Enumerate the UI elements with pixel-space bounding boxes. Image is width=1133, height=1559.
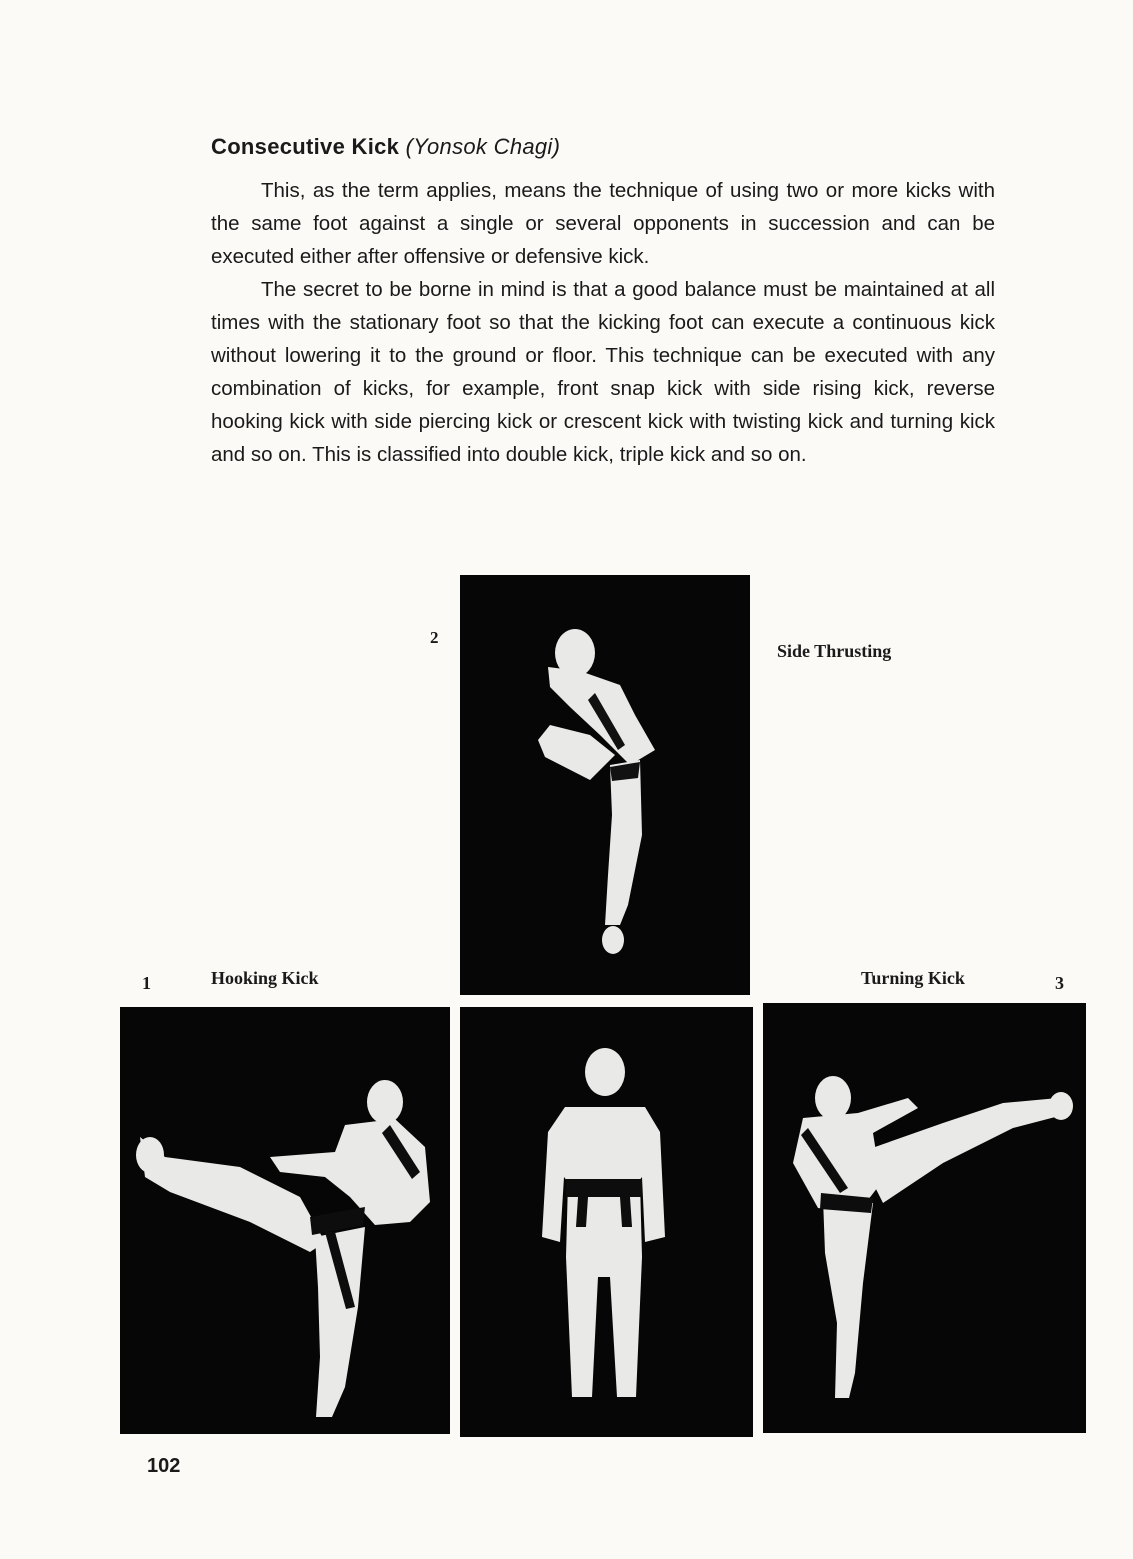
hooking-kick-figure (120, 1007, 450, 1434)
figure-3-number: 3 (1055, 973, 1064, 993)
photo-ready-stance (460, 1007, 753, 1437)
paragraph-2: The secret to be borne in mind is that a good balance must be maintained at all times with the stationary foot so that the kicking foot can execute a continuous kick without lowering it to the ground or floor. This technique can be executed with any combination of kicks, for example, front snap kick with side rising kick, reverse hooking kick with side piercing kick or crescent kick with twisting kick and turning kick and so on. This is classified into double kick, triple kick and so on. (211, 278, 995, 466)
heading-subtitle: (Yonsok Chagi) (405, 134, 561, 159)
page-number: 102 (147, 1455, 181, 1477)
photo-side-thrusting (460, 575, 750, 995)
figure-1-number: 1 (142, 973, 151, 993)
photo-hooking-kick (120, 1007, 450, 1434)
figure-1-caption: Hooking Kick (211, 968, 319, 988)
body-text (211, 174, 995, 471)
ready-stance-figure (460, 1007, 753, 1437)
figure-3-caption: Turning Kick (861, 968, 965, 988)
side-thrusting-figure (460, 575, 750, 995)
turning-kick-figure (763, 1003, 1086, 1433)
figure-2-number: 2 (430, 628, 439, 647)
photo-turning-kick (763, 1003, 1086, 1433)
paragraph-1: This, as the term applies, means the technique of using two or more kicks with the same foot against a single or several opponents in succession and can be executed either after offensive or defensive kick. (211, 179, 995, 268)
figure-2-caption: Side Thrusting (777, 641, 892, 661)
heading-title: Consecutive Kick (211, 134, 400, 159)
section-heading (211, 134, 560, 160)
